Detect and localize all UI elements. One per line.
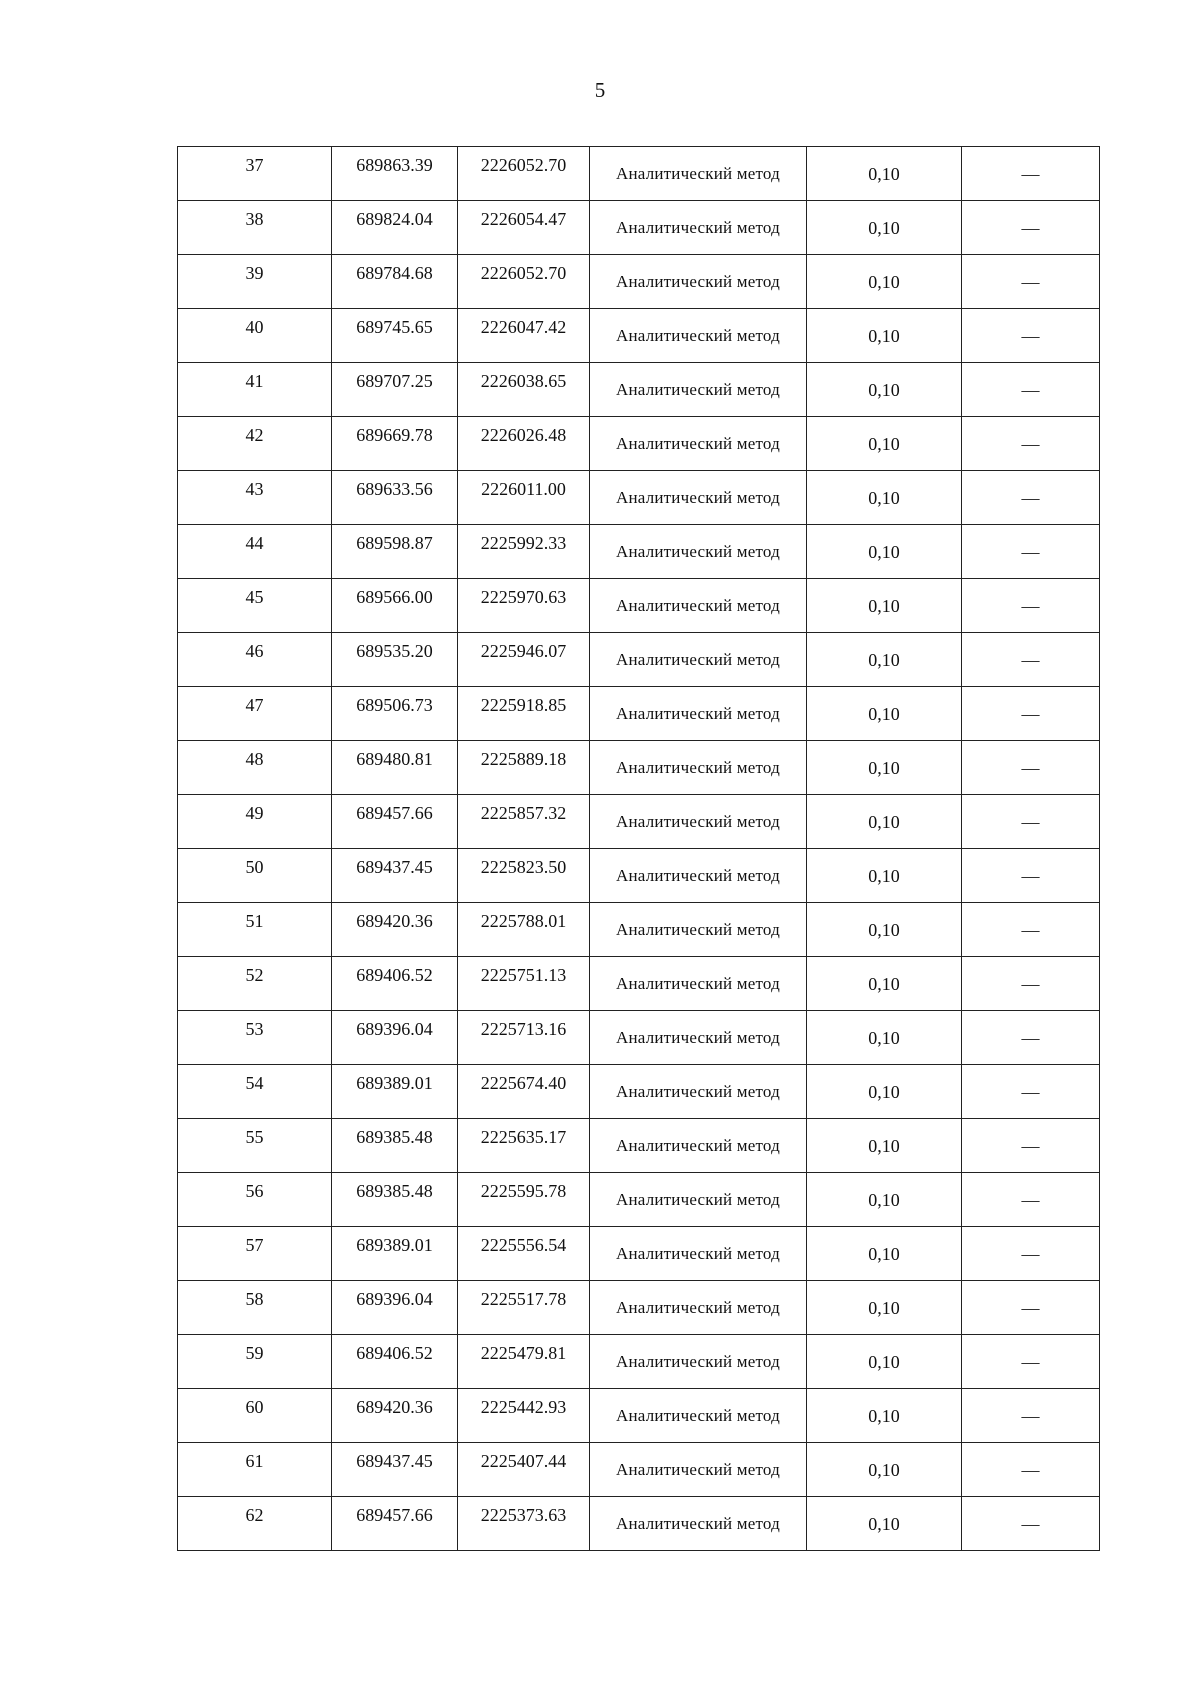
note-cell: —	[962, 525, 1100, 579]
coordinates-table	[177, 146, 1100, 1551]
table-row	[178, 1173, 1100, 1227]
point-number-cell: 49	[178, 795, 332, 849]
accuracy-cell: 0,10	[807, 903, 962, 957]
accuracy-cell: 0,10	[807, 201, 962, 255]
note-cell: —	[962, 1389, 1100, 1443]
note-cell: —	[962, 633, 1100, 687]
x-coordinate-cell: 689457.66	[332, 795, 458, 849]
x-coordinate-cell: 689420.36	[332, 903, 458, 957]
note-cell: —	[962, 903, 1100, 957]
accuracy-cell: 0,10	[807, 309, 962, 363]
note-cell: —	[962, 1119, 1100, 1173]
table-row	[178, 255, 1100, 309]
method-cell: Аналитический метод	[590, 1011, 807, 1065]
note-cell: —	[962, 1011, 1100, 1065]
table-row	[178, 525, 1100, 579]
method-cell: Аналитический метод	[590, 1173, 807, 1227]
table-row	[178, 579, 1100, 633]
note-cell: —	[962, 201, 1100, 255]
point-number-cell: 53	[178, 1011, 332, 1065]
x-coordinate-cell: 689389.01	[332, 1065, 458, 1119]
table-row	[178, 903, 1100, 957]
table-row	[178, 1389, 1100, 1443]
method-cell: Аналитический метод	[590, 849, 807, 903]
method-cell: Аналитический метод	[590, 633, 807, 687]
note-cell: —	[962, 363, 1100, 417]
note-cell: —	[962, 471, 1100, 525]
y-coordinate-cell: 2225946.07	[458, 633, 590, 687]
method-cell: Аналитический метод	[590, 903, 807, 957]
accuracy-cell: 0,10	[807, 687, 962, 741]
y-coordinate-cell: 2225788.01	[458, 903, 590, 957]
x-coordinate-cell: 689406.52	[332, 957, 458, 1011]
note-cell: —	[962, 1443, 1100, 1497]
point-number-cell: 52	[178, 957, 332, 1011]
y-coordinate-cell: 2226052.70	[458, 255, 590, 309]
note-cell: —	[962, 1227, 1100, 1281]
accuracy-cell: 0,10	[807, 1335, 962, 1389]
accuracy-cell: 0,10	[807, 1497, 962, 1551]
coordinates-table-body	[178, 147, 1100, 1551]
x-coordinate-cell: 689506.73	[332, 687, 458, 741]
note-cell: —	[962, 849, 1100, 903]
y-coordinate-cell: 2225517.78	[458, 1281, 590, 1335]
y-coordinate-cell: 2225635.17	[458, 1119, 590, 1173]
y-coordinate-cell: 2225823.50	[458, 849, 590, 903]
y-coordinate-cell: 2225442.93	[458, 1389, 590, 1443]
accuracy-cell: 0,10	[807, 579, 962, 633]
method-cell: Аналитический метод	[590, 1443, 807, 1497]
y-coordinate-cell: 2225556.54	[458, 1227, 590, 1281]
point-number-cell: 42	[178, 417, 332, 471]
point-number-cell: 61	[178, 1443, 332, 1497]
x-coordinate-cell: 689535.20	[332, 633, 458, 687]
y-coordinate-cell: 2225857.32	[458, 795, 590, 849]
note-cell: —	[962, 795, 1100, 849]
y-coordinate-cell: 2225674.40	[458, 1065, 590, 1119]
accuracy-cell: 0,10	[807, 525, 962, 579]
accuracy-cell: 0,10	[807, 849, 962, 903]
x-coordinate-cell: 689669.78	[332, 417, 458, 471]
method-cell: Аналитический метод	[590, 309, 807, 363]
accuracy-cell: 0,10	[807, 741, 962, 795]
accuracy-cell: 0,10	[807, 1281, 962, 1335]
accuracy-cell: 0,10	[807, 795, 962, 849]
point-number-cell: 47	[178, 687, 332, 741]
x-coordinate-cell: 689437.45	[332, 1443, 458, 1497]
method-cell: Аналитический метод	[590, 363, 807, 417]
method-cell: Аналитический метод	[590, 957, 807, 1011]
table-row	[178, 633, 1100, 687]
method-cell: Аналитический метод	[590, 1497, 807, 1551]
x-coordinate-cell: 689863.39	[332, 147, 458, 201]
point-number-cell: 62	[178, 1497, 332, 1551]
point-number-cell: 38	[178, 201, 332, 255]
x-coordinate-cell: 689784.68	[332, 255, 458, 309]
accuracy-cell: 0,10	[807, 471, 962, 525]
table-row	[178, 957, 1100, 1011]
point-number-cell: 39	[178, 255, 332, 309]
point-number-cell: 40	[178, 309, 332, 363]
x-coordinate-cell: 689707.25	[332, 363, 458, 417]
y-coordinate-cell: 2225918.85	[458, 687, 590, 741]
table-row	[178, 687, 1100, 741]
y-coordinate-cell: 2225595.78	[458, 1173, 590, 1227]
method-cell: Аналитический метод	[590, 471, 807, 525]
note-cell: —	[962, 1497, 1100, 1551]
x-coordinate-cell: 689598.87	[332, 525, 458, 579]
method-cell: Аналитический метод	[590, 741, 807, 795]
point-number-cell: 37	[178, 147, 332, 201]
method-cell: Аналитический метод	[590, 795, 807, 849]
table-row	[178, 1335, 1100, 1389]
point-number-cell: 60	[178, 1389, 332, 1443]
table-row	[178, 471, 1100, 525]
point-number-cell: 58	[178, 1281, 332, 1335]
point-number-cell: 57	[178, 1227, 332, 1281]
x-coordinate-cell: 689406.52	[332, 1335, 458, 1389]
y-coordinate-cell: 2225889.18	[458, 741, 590, 795]
point-number-cell: 55	[178, 1119, 332, 1173]
method-cell: Аналитический метод	[590, 1389, 807, 1443]
x-coordinate-cell: 689389.01	[332, 1227, 458, 1281]
y-coordinate-cell: 2225479.81	[458, 1335, 590, 1389]
method-cell: Аналитический метод	[590, 147, 807, 201]
accuracy-cell: 0,10	[807, 1173, 962, 1227]
y-coordinate-cell: 2225751.13	[458, 957, 590, 1011]
y-coordinate-cell: 2226047.42	[458, 309, 590, 363]
y-coordinate-cell: 2226011.00	[458, 471, 590, 525]
method-cell: Аналитический метод	[590, 525, 807, 579]
x-coordinate-cell: 689566.00	[332, 579, 458, 633]
accuracy-cell: 0,10	[807, 1443, 962, 1497]
x-coordinate-cell: 689385.48	[332, 1173, 458, 1227]
table-row	[178, 795, 1100, 849]
point-number-cell: 43	[178, 471, 332, 525]
method-cell: Аналитический метод	[590, 255, 807, 309]
x-coordinate-cell: 689420.36	[332, 1389, 458, 1443]
accuracy-cell: 0,10	[807, 147, 962, 201]
point-number-cell: 51	[178, 903, 332, 957]
table-row	[178, 741, 1100, 795]
note-cell: —	[962, 147, 1100, 201]
note-cell: —	[962, 957, 1100, 1011]
accuracy-cell: 0,10	[807, 633, 962, 687]
x-coordinate-cell: 689457.66	[332, 1497, 458, 1551]
accuracy-cell: 0,10	[807, 417, 962, 471]
x-coordinate-cell: 689437.45	[332, 849, 458, 903]
point-number-cell: 59	[178, 1335, 332, 1389]
method-cell: Аналитический метод	[590, 1227, 807, 1281]
y-coordinate-cell: 2226038.65	[458, 363, 590, 417]
table-row	[178, 849, 1100, 903]
accuracy-cell: 0,10	[807, 255, 962, 309]
note-cell: —	[962, 1065, 1100, 1119]
point-number-cell: 41	[178, 363, 332, 417]
accuracy-cell: 0,10	[807, 1119, 962, 1173]
accuracy-cell: 0,10	[807, 957, 962, 1011]
y-coordinate-cell: 2225373.63	[458, 1497, 590, 1551]
y-coordinate-cell: 2225992.33	[458, 525, 590, 579]
point-number-cell: 48	[178, 741, 332, 795]
note-cell: —	[962, 255, 1100, 309]
y-coordinate-cell: 2225713.16	[458, 1011, 590, 1065]
x-coordinate-cell: 689396.04	[332, 1281, 458, 1335]
method-cell: Аналитический метод	[590, 1335, 807, 1389]
note-cell: —	[962, 309, 1100, 363]
point-number-cell: 44	[178, 525, 332, 579]
point-number-cell: 54	[178, 1065, 332, 1119]
note-cell: —	[962, 1281, 1100, 1335]
page-number: 5	[594, 78, 606, 102]
x-coordinate-cell: 689745.65	[332, 309, 458, 363]
note-cell: —	[962, 1335, 1100, 1389]
note-cell: —	[962, 741, 1100, 795]
note-cell: —	[962, 579, 1100, 633]
y-coordinate-cell: 2225970.63	[458, 579, 590, 633]
method-cell: Аналитический метод	[590, 687, 807, 741]
accuracy-cell: 0,10	[807, 363, 962, 417]
table-row	[178, 1065, 1100, 1119]
note-cell: —	[962, 417, 1100, 471]
table-row	[178, 363, 1100, 417]
table-row	[178, 201, 1100, 255]
y-coordinate-cell: 2226026.48	[458, 417, 590, 471]
method-cell: Аналитический метод	[590, 417, 807, 471]
x-coordinate-cell: 689824.04	[332, 201, 458, 255]
y-coordinate-cell: 2226054.47	[458, 201, 590, 255]
point-number-cell: 56	[178, 1173, 332, 1227]
accuracy-cell: 0,10	[807, 1389, 962, 1443]
accuracy-cell: 0,10	[807, 1065, 962, 1119]
x-coordinate-cell: 689396.04	[332, 1011, 458, 1065]
table-row	[178, 1227, 1100, 1281]
y-coordinate-cell: 2225407.44	[458, 1443, 590, 1497]
table-row	[178, 1497, 1100, 1551]
x-coordinate-cell: 689385.48	[332, 1119, 458, 1173]
table-row	[178, 147, 1100, 201]
note-cell: —	[962, 1173, 1100, 1227]
table-row	[178, 309, 1100, 363]
table-row	[178, 1011, 1100, 1065]
point-number-cell: 46	[178, 633, 332, 687]
method-cell: Аналитический метод	[590, 579, 807, 633]
x-coordinate-cell: 689480.81	[332, 741, 458, 795]
method-cell: Аналитический метод	[590, 1281, 807, 1335]
note-cell: —	[962, 687, 1100, 741]
method-cell: Аналитический метод	[590, 1119, 807, 1173]
point-number-cell: 50	[178, 849, 332, 903]
y-coordinate-cell: 2226052.70	[458, 147, 590, 201]
point-number-cell: 45	[178, 579, 332, 633]
method-cell: Аналитический метод	[590, 1065, 807, 1119]
table-row	[178, 1281, 1100, 1335]
table-row	[178, 417, 1100, 471]
accuracy-cell: 0,10	[807, 1011, 962, 1065]
x-coordinate-cell: 689633.56	[332, 471, 458, 525]
method-cell: Аналитический метод	[590, 201, 807, 255]
table-row	[178, 1119, 1100, 1173]
table-row	[178, 1443, 1100, 1497]
accuracy-cell: 0,10	[807, 1227, 962, 1281]
